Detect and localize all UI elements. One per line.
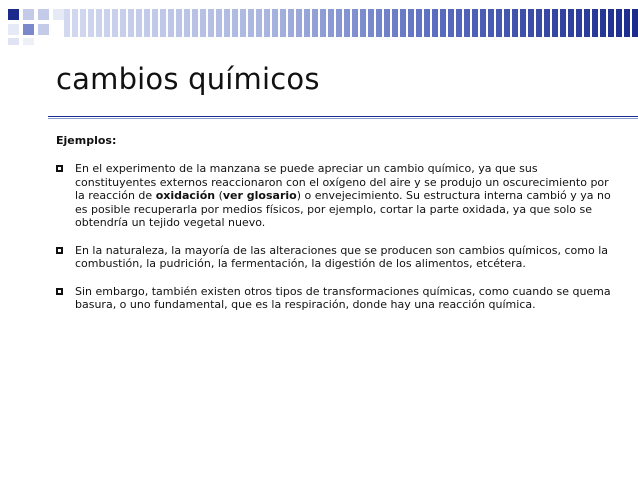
bullet-item: [56, 285, 616, 312]
bullet-item: [56, 162, 616, 230]
decor-square: [23, 9, 34, 20]
decor-square: [8, 24, 19, 35]
title-underline-light: [48, 118, 638, 119]
square-bullet-icon: [56, 165, 63, 172]
decor-square: [38, 24, 49, 35]
decor-square: [38, 9, 49, 20]
bullet-text: [75, 162, 616, 230]
decor-square: [23, 24, 34, 35]
bullet-text: Sin embargo, también existen otros tipos de transformaciones químicas, como cuando se quema basura, o uno fundamental, que es la respiración, donde hay una reacción química.: [75, 284, 611, 311]
decor-square: [53, 9, 64, 20]
bullet-text-part: (: [215, 189, 223, 202]
decor-square: [8, 38, 19, 45]
bullet-text: En la naturaleza, la mayoría de las alteraciones que se producen son cambios químicos, como la combustión, la pudrición, la fermentación, la digestión de los alimentos, etcétera.: [75, 243, 608, 270]
gradient-banner: [64, 9, 638, 37]
square-bullet-icon: [56, 247, 63, 254]
title-underline: [48, 116, 638, 117]
decor-square: [23, 38, 34, 45]
decor-square: [8, 9, 19, 20]
bullet-text-part: En el experimento de la manzana se puede apreciar un cambio químico, ya que sus constituyentes externos reaccionaron con el oxígeno del aire y se produjo un oscurecimiento por la reacción de: [75, 162, 609, 202]
oxidation-term: oxidación: [155, 189, 216, 202]
square-bullet-icon: [56, 288, 63, 295]
examples-heading: Ejemplos:: [56, 134, 117, 147]
bullet-item: [56, 244, 616, 271]
bullet-text-part: ) o envejecimiento. Su estructura interna cambió y ya no es posible recuperarla por medios físicos, por ejemplo, cortar la parte oxidada, ya que solo se obtendría un tejido vegetal nuevo.: [75, 189, 611, 229]
glossary-reference: ver glosario: [222, 189, 297, 202]
slide-title: cambios químicos: [56, 62, 320, 96]
slide-body: [56, 134, 616, 312]
header-decoration: [0, 0, 638, 45]
